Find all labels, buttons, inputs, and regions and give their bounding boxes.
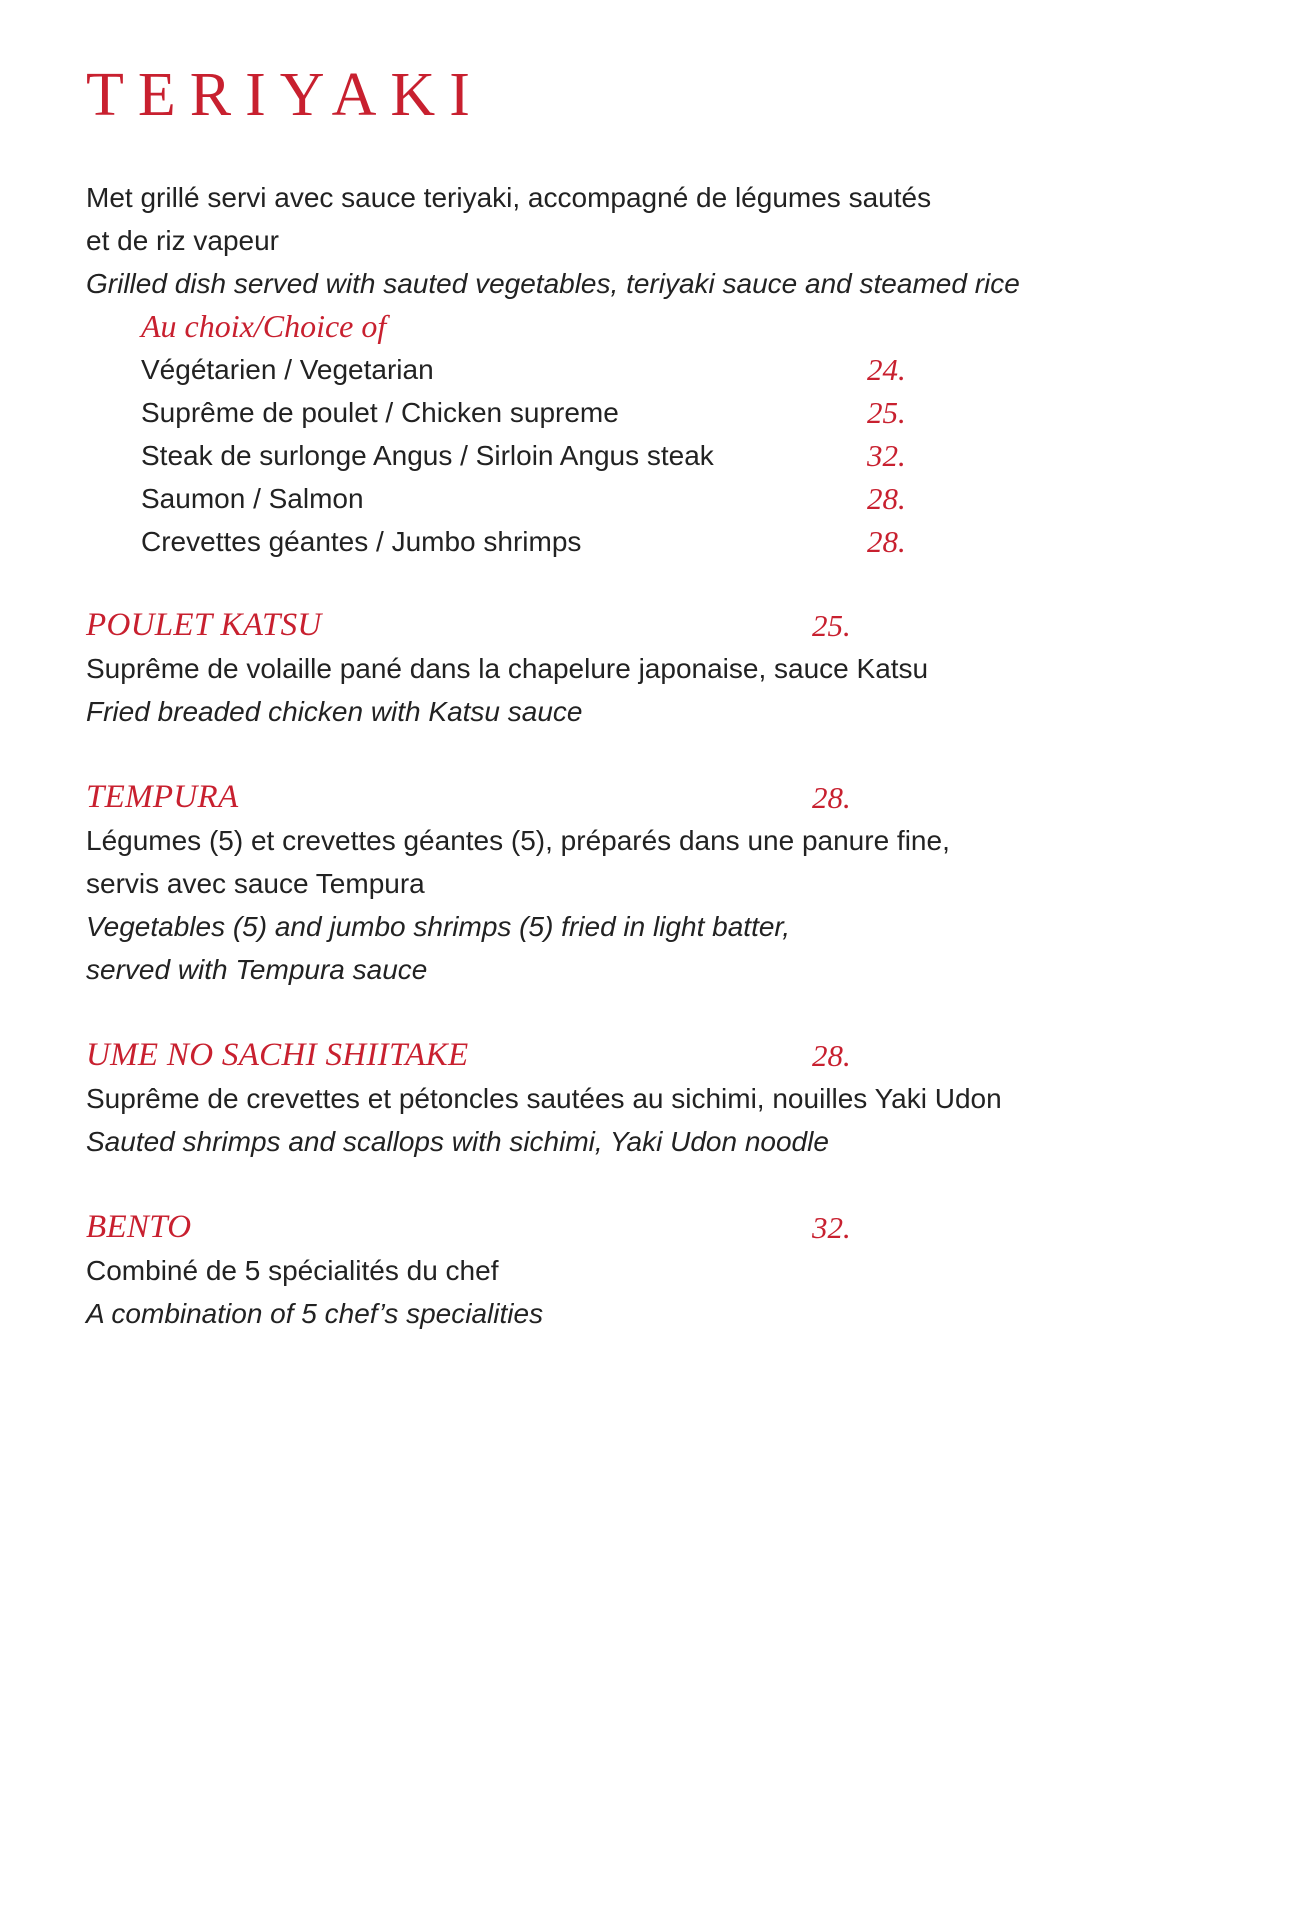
dish-header <box>86 1034 1086 1077</box>
dish-description-fr: Suprême de volaille pané dans la chapelure japonaise, sauce Katsu <box>86 653 929 684</box>
option-label: Végétarien / Vegetarian <box>141 354 434 385</box>
option-price: 32. <box>867 438 906 473</box>
option-label: Saumon / Salmon <box>141 483 364 514</box>
dish-name: TEMPURA <box>86 779 239 815</box>
option-price: 28. <box>867 524 906 559</box>
dish-ume-no-sachi-shiitake <box>86 1034 1086 1163</box>
dish-description-en: A combination of 5 chef’s specialities <box>86 1298 544 1329</box>
page-title: TERIYAKI <box>86 61 484 129</box>
option-label: Suprême de poulet / Chicken supreme <box>141 397 619 428</box>
dish-description-fr: Suprême de crevettes et pétoncles sautées au sichimi, nouilles Yaki Udon <box>86 1083 1002 1114</box>
dish-description-en: Fried breaded chicken with Katsu sauce <box>86 696 583 727</box>
dish-tempura <box>86 776 1086 991</box>
dish-description-fr: Légumes (5) et crevettes géantes (5), préparés dans une panure fine, <box>86 825 950 856</box>
option-label: Crevettes géantes / Jumbo shrimps <box>141 526 582 557</box>
dish-description-en: served with Tempura sauce <box>86 954 428 985</box>
teriyaki-option <box>141 520 1086 563</box>
choice-label: Au choix/Choice of <box>141 308 387 344</box>
dish-price: 25. <box>812 608 851 643</box>
dish-header <box>86 604 1086 647</box>
option-price: 24. <box>867 352 906 387</box>
teriyaki-description-en: Grilled dish served with sauted vegetables, teriyaki sauce and steamed rice <box>86 268 1020 299</box>
dish-description-en: Vegetables (5) and jumbo shrimps (5) fried in light batter, <box>86 911 790 942</box>
dish-description-fr: Combiné de 5 spécialités du chef <box>86 1255 499 1286</box>
dish-price: 32. <box>812 1210 851 1245</box>
option-price: 28. <box>867 481 906 516</box>
teriyaki-option <box>141 434 1086 477</box>
teriyaki-description-fr-1: Met grillé servi avec sauce teriyaki, accompagné de légumes sautés <box>86 182 932 213</box>
dish-price: 28. <box>812 1038 851 1073</box>
dish-description-fr: servis avec sauce Tempura <box>86 868 425 899</box>
teriyaki-options-list <box>86 348 1086 563</box>
teriyaki-option <box>141 348 1086 391</box>
dish-name: POULET KATSU <box>86 607 322 643</box>
teriyaki-section <box>86 176 1086 563</box>
dish-name: UME NO SACHI SHIITAKE <box>86 1037 469 1073</box>
dish-description-en: Sauted shrimps and scallops with sichimi, Yaki Udon noodle <box>86 1126 829 1157</box>
dish-header <box>86 1206 1086 1249</box>
dish-bento <box>86 1206 1086 1335</box>
dish-name: BENTO <box>86 1209 192 1245</box>
dish-header <box>86 776 1086 819</box>
teriyaki-option <box>141 477 1086 520</box>
option-label: Steak de surlonge Angus / Sirloin Angus steak <box>141 440 714 471</box>
dish-poulet-katsu <box>86 604 1086 733</box>
dish-price: 28. <box>812 780 851 815</box>
option-price: 25. <box>867 395 906 430</box>
teriyaki-option <box>141 391 1086 434</box>
teriyaki-description-fr-2: et de riz vapeur <box>86 225 279 256</box>
